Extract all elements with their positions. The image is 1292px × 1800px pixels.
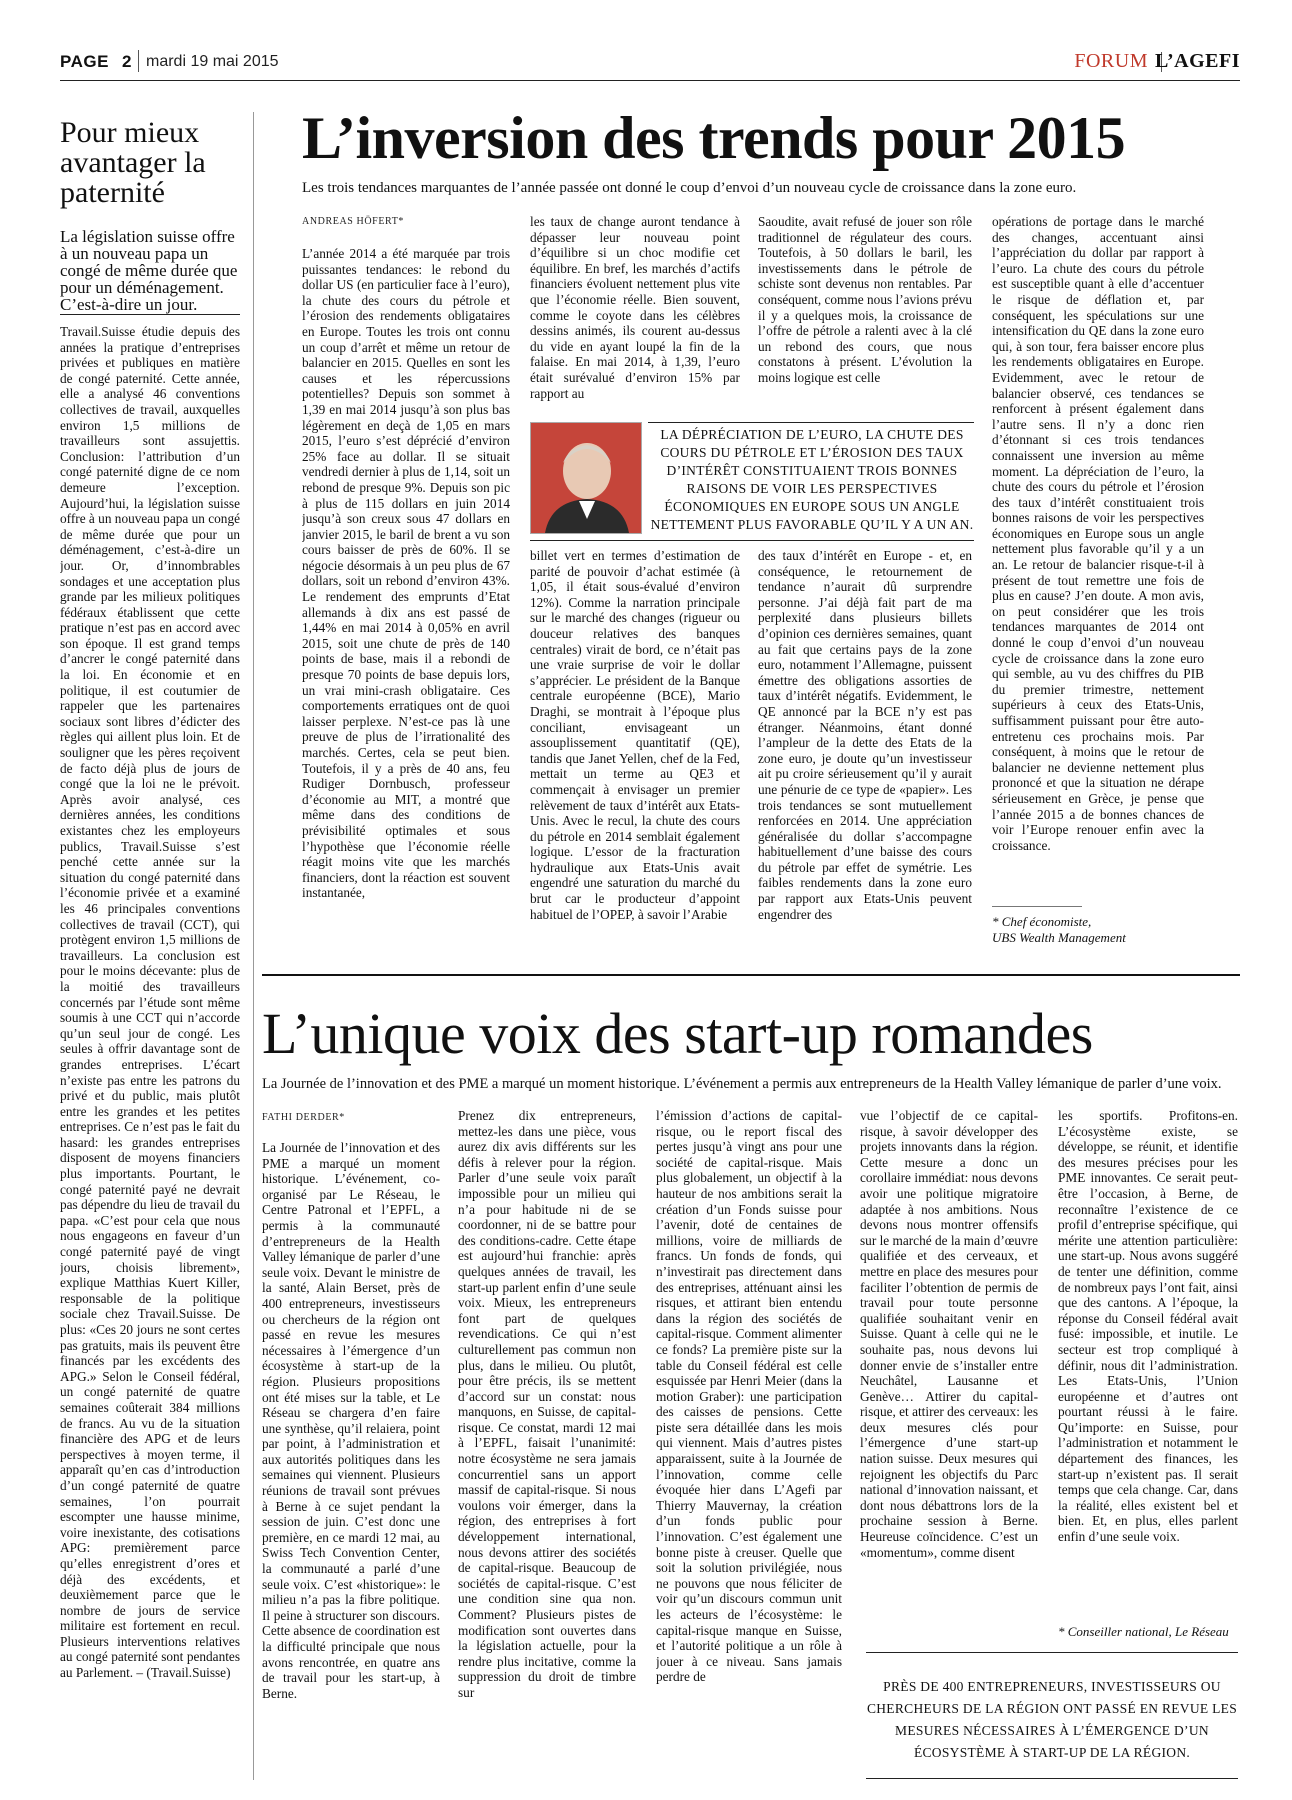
pullquote2-rule-top — [866, 1652, 1238, 1653]
page-header — [60, 46, 1240, 80]
pullquote-rule-bottom — [530, 540, 974, 541]
article1-col2-text: les taux de change auront tendance à dépasser leur nouveau point d’équilibre si un choc modifie cet équilibre. En bref, les marchés d’actifs financiers évoluent nettement plus vite que l’économie réelle. Bien souvent, comme le coyote dans les célèbres dessins animés, ils courent au-dessus du vide en ayant loupé la fin de la falaise. En mai 2014, à 1,39, l’euro était surévalué d’environ 15% par rapport au — [530, 214, 740, 401]
article1-byline: ANDREAS HÖFERT* — [302, 216, 405, 227]
article2-column-4 — [860, 1108, 1038, 1642]
article1-column-3b — [758, 548, 972, 948]
article2-column-3 — [656, 1108, 842, 1780]
article1-column-4 — [992, 214, 1204, 904]
article1-column-3 — [758, 214, 972, 412]
article1-headline: L’inversion des trends pour 2015 — [302, 105, 1126, 171]
sidebar-title: Pour mieux avantager la paternité — [60, 116, 206, 209]
header-rule — [60, 80, 1240, 81]
article2-column-5 — [1058, 1108, 1238, 1618]
article1-pullquote: LA DÉPRÉCIATION DE L’EURO, LA CHUTE DES COURS DU PÉTROLE ET L’ÉROSION DES TAUX D’INTÉRÊT CONSTITUAIENT TROIS BONNES RAISONS DE VOIR LES PERSPECTIVES ÉCONOMIQUES EN EUROPE SOUS UN ANGLE NETTEMENT PLUS FAVORABLE QU’IL Y A UN AN. — [650, 427, 974, 532]
sidebar-lead: La législation suisse offre à un nouveau papa un congé de même durée que pour un déménagement. C’est-à-dire un jour. — [60, 227, 238, 314]
header-divider — [138, 50, 139, 72]
article2-column-2 — [458, 1108, 636, 1780]
article-separator — [262, 974, 1240, 976]
article1-footnote-line1: * Chef économiste, — [992, 914, 1092, 929]
article1-col4-text: opérations de portage dans le marché des changes, accentuant ainsi l’appréciation du dollar par rapport à l’euro. La chute des cours du pétrole est susceptible quant à elle d’accentuer le risque de déflation et, par conséquent, les spéculations sur une intensification du QE dans la zone euro qui, à son tour, fera baisser encore plus les rendements obligataires en Europe. Evidemment, avec le retour de balancier observé, ces tendances se renforcent à présent également dans l’autre sens. Il n’y a donc rien d’étonnant si ces trois tendances connaissent une inversion au même moment. La dépréciation de l’euro, la chute des cours du pétrole et l’érosion des taux d’intérêt constituaient trois bonnes raisons de voir les perspectives économiques en Europe sous un angle nettement plus favorable qu’il y a un an. Le retour de balancier risque-t-il à présent de tout remettre une fois de plus en cause? J’en doute. A mon avis, on peut considérer que les trois tendances marquantes de 2014 ont donné le coup d’envoi d’un nouveau cycle de croissance dans la zone euro qui semble, au vu des chiffres du PIB du premier trimestre, nettement supérieurs à ceux des Etats-Unis, suffisamment puissant pour être auto-entretenu ces prochains mois. Par conséquent, à moins que le retour de balancier ne devienne nettement plus prononcé et que la situation ne dérape sérieusement en Grèce, je pense que l’année 2015 a de bonnes chances de voir l’Europe renouer enfin avec la croissance. — [992, 214, 1204, 853]
article2-headline: L’unique voix des start-up romandes — [262, 1001, 1093, 1066]
publication-name: L’AGEFI — [1154, 50, 1240, 72]
article2-footnote: * Conseiller national, Le Réseau — [1058, 1624, 1229, 1639]
article2-byline: FATHI DERDER* — [262, 1112, 345, 1123]
page-label: PAGE — [60, 52, 109, 71]
article1-col3b-text: des taux d’intérêt en Europe - et, en conséquence, le retournement de tendance n’aurait dû surprendre personne. J’ai déjà fait part de ma perplexité dans plusieurs billets d’opinion ces dernières semaines, quant au fait que certains pays de la zone euro, notamment l’Allemagne, puissent émettre des obligations assorties de taux d’intérêt négatifs. Evidemment, le QE annoncé par la BCE n’y est pas étranger. Néanmoins, étant donné l’ampleur de la dette des Etats de la zone euro, je doute qu’un investisseur ait pu croire sérieusement qu’il y aurait une pénurie de ce type de «papier». Les trois tendances se sont mutuellement renforcées en 2014. Une appréciation généralisée du dollar s’accompagne habituellement d’une baisse des cours du pétrole par effet de symétrie. Les faibles rendements dans la zone euro par rapport aux Etats-Unis peuvent engendrer des — [758, 548, 972, 922]
article2-col2-text: Prenez dix entrepreneurs, mettez-les dans une pièce, vous aurez dix avis différents sur les défis à relever pour la région. Parler d’une seule voix paraît impossible pour un milieu qui n’a pour habitude ni de se coordonner, ni de se battre pour des conditions-cadre. Cette étape est aujourd’hui franchie: après quelques années de travail, les start-up parlent enfin d’une seule voix. Mieux, les entrepreneurs font part de quelques revendications. Ce qui n’est culturellement pas commun non plus, dans le milieu. Ou plutôt, pour être précis, ils se mettent d’accord sur un constat: nous manquons, en Suisse, de capital-risque. Ce constat, mardi 12 mai à l’EPFL, faisait l’unanimité: notre écosystème ne sera jamais concurrentiel sans un apport massif de capital-risque. Si nous voulons voir émerger, dans la région, des entreprises à fort développement international, nous devons attirer des sociétés de capital-risque. Beaucoup de sociétés de capital-risque. C’est une condition sine qua non. Comment? Plusieurs pistes de modification sont ouvertes dans la législation actuelle, pour la rendre plus incitative, comme la suppression du droit de timbre sur — [458, 1108, 636, 1700]
article1-footnote — [992, 914, 1204, 946]
article2-col1-text: La Journée de l’innovation et des PME a marqué un moment historique. L’événement, co-organisé par Le Réseau, le Centre Patronal et l’EPFL, a permis à la communauté d’entrepreneurs de la Health Valley lémanique de parler d’une seule voix. Devant le ministre de la santé, Alain Berset, près de 400 entrepreneurs, investisseurs ou chercheurs de la région ont passé en revue les mesures nécessaires à l’émergence d’un écosystème à start-up de la région. Plusieurs propositions ont été mises sur la table, et Le Réseau se chargera d’en faire une synthèse, qu’il relaiera, point par point, à l’administration et aux autorités politiques dans les semaines qui viennent. Plusieurs réunions de travail sont prévues à Berne à ce sujet pendant la session de juin. C’est donc une première, en ce mardi 12 mai, au Swiss Tech Convention Center, la communauté a parlé d’une seule voix. C’est «historique»: le milieu n’a pas la fibre politique. Il peine à structurer son discours. Cette absence de coordination est la difficulté principale que nous avons rencontrée, en quatre ans de travail pour les start-up, à Berne. — [262, 1140, 440, 1701]
sidebar-text: Travail.Suisse étudie depuis des années la pratique d’entreprises privées et publiques en matière de congé paternité. Cette année, elle a analysé 46 conventions collectives de travail, auxquelles environ 1,5 millions de travailleurs sont assujettis. Conclusion: l’attribution d’un congé paternité digne de ce nom demeure l’exception. Aujourd’hui, la législation suisse offre à un nouveau papa un congé de même durée que pour un déménagement, c’est-à-dire un jour. Or, d’innombrables sondages et une acceptation plus grande par les milieux politiques fédéraux établissent que cette pratique n’est pas en accord avec son époque. Il est grand temps d’ancrer le congé paternité dans la loi. En économie et en politique, il est coutumier de rappeler que les partenaires sociaux sont libres d’édicter des règles qui aillent plus loin. Et de souligner que les pères reçoivent de facto déjà plus de jours de congé que la loi ne le prévoit. Après avoir analysé, ces dernières années, les conditions existantes chez les employeurs publics, Travail.Suisse s’est penché cette année sur la situation du congé paternité dans l’économie privée et a examiné les 46 principales conventions collectives de travail (CCT), qui protègent environ 1,5 millions de travailleurs. La conclusion est pour le moins décevante: plus de la moitié des travailleurs concernés par l’étude sont même soumis à une CCT qui n’accorde qu’un seul jour de congé. Les seules à offrir davantage sont de grandes entreprises. L’écart n’existe pas entre les patrons du privé et du public, mais plutôt entre les grandes et les petites entreprises. Ce n’est pas le fait du hasard: les grandes entreprises disposent de moyens financiers plus importants. Pourtant, le congé paternité payé ne devrait pas dépendre du lieu de travail du papa. «C’est pour cela que nous nous engageons en faveur d’un congé paternité payé de vingt jours, choisis librement», explique Matthias Kuert Killer, responsable de la politique sociale chez Travail.Suisse. De plus: «Ces 20 jours ne sont certes pas gratuits, mais ils peuvent être financés par les excédents des APG.» Selon le Conseil fédéral, un congé paternité de quatre semaines coûterait 384 millions de francs. Au vu de la situation financière des APG et de leurs perspectives à moyen terme, il apparaît qu’en cas d’introduction d’un congé paternité de quatre semaines, l’on pourrait escompter une hausse minime, voire inexistante, des cotisations APG: premièrement parce qu’elles enregistrent d’ores et déjà des excédents, et deuxièmement parce que le nombre de jours de service militaire est fortement en recul. Plusieurs interventions relatives au congé paternité sont pendantes au Parlement. – (Travail.Suisse) — [60, 324, 240, 1681]
page-number: 2 — [122, 52, 132, 71]
article2-col3-text: l’émission d’actions de capital-risque, ou le report fiscal des pertes jusqu’à vingt ans pour une société de capital-risque. Mais plus globalement, un objectif à la hauteur de nos ambitions serait la création d’un Fonds suisse pour l’avenir, doté de centaines de millions, voire de milliards de francs. Un fonds de fonds, qui n’investirait pas directement dans des entreprises, atténuant ainsi les risques, et attirant bien entendu dans la région des sociétés de capital-risque. Comment alimenter ce fonds? La première piste sur la table du Conseil fédéral est celle esquissée par Henri Meier (dans la motion Graber): une participation des caisses de pensions. Cette piste sera détaillée dans les mois qui viennent. Mais d’autres pistes apparaissent, suite à la Journée de l’innovation, comme celle évoquée hier dans L’Agefi par Thierry Mauvernay, la création d’un fonds public pour l’innovation. C’est également une bonne piste à creuser. Quelle que soit la solution privilégiée, nous ne pouvons que nous féliciter de voir qu’un discours commun unit les acteurs de l’écosystème: le capital-risque manque en Suisse, et l’autorité politique a un rôle à jouer à ce niveau. Sans jamais perdre de — [656, 1108, 842, 1685]
article1-column-1 — [302, 246, 510, 946]
article2-col4-text: vue l’objectif de ce capital-risque, à savoir développer des projets innovants dans la région. Cette mesure a donc un corollaire immédiat: nous devons avoir une politique migratoire adaptée à nos ambitions. Nous devons nous montrer offensifs sur le marché de la main d’œuvre qualifiée et des cerveaux, et mettre en place des mesures pour faciliter l’obtention de permis de travail pour toute personne qualifiée souhaitant venir en Suisse. Quant à celle qui ne le souhaite pas, nous devons lui donner envie de s’installer entre Neuchâtel, Lausanne et Genève… Attirer du capital-risque, et attirer des cerveaux: les deux mesures clés pour l’émergence d’une start-up nation suisse. Deux mesures qui rejoignent les objectifs du Parc national d’innovation naissant, et dont nous débattrons lors de la prochaine session à Berne. Heureuse coïncidence. C’est un «momentum», comme disent — [860, 1108, 1038, 1560]
article2-col5-text: les sportifs. Profitons-en. L’écosystème existe, se développe, se réunit, et identifie des mesures précises pour les PME innovantes. Ce serait peut-être l’occasion, à Berne, de reconnaître l’existence de ce profil d’entreprise spécifique, qui mérite une attention particulière: une start-up. Nous avons suggéré de tenter une définition, comme de nombreux pays l’ont fait, ainsi que des cantons. A l’époque, la réponse du Conseil fédéral avait fusé: impossible, et inutile. Le secteur est trop compliqué à définir, nous dit l’administration. Les Etats-Unis, l’Union européenne et d’autres ont pourtant réussi à le faire. Qu’importe: en Suisse, pour l’administration et notamment le département des finances, les start-up n’existent pas. Il serait temps que cela change. Car, dans la réalité, elles existent bel et bien. Et, en plus, elles parlent enfin d’une seule voix. — [1058, 1108, 1238, 1545]
article2-pullquote: PRÈS DE 400 ENTREPRENEURS, INVESTISSEURS OU CHERCHEURS DE LA RÉGION ONT PASSÉ EN REVUE LES MESURES NÉCESSAIRES À L’ÉMERGENCE D’UN ÉCOSYSTÈME À START-UP DE LA RÉGION. — [866, 1679, 1238, 1760]
pullquote2-rule-bottom — [866, 1778, 1238, 1779]
article2-column-1 — [262, 1140, 440, 1780]
sidebar-column-rule — [253, 112, 254, 1780]
section-name: FORUM — [1074, 50, 1148, 72]
footnote-rule — [992, 906, 1082, 907]
article1-column-2 — [530, 214, 740, 412]
pullquote-rule-top — [648, 422, 974, 423]
article2-standfirst: La Journée de l’innovation et des PME a marqué un moment historique. L’événement a permis aux entrepreneurs de la Health Valley lémanique de parler d’une voix. — [262, 1076, 1222, 1092]
article1-col3-text: Saoudite, avait refusé de jouer son rôle traditionnel de régulateur des cours. Toutefois, à 50 dollars le baril, les investissements dans le pétrole de schiste sont devenus non rentables. Par conséquent, comme nous l’avions prévu il y a quelques mois, la croissance de l’offre de pétrole a ralenti avec à la clé un rebond des cours, que nous constatons à présent. L’évolution la moins logique est celle — [758, 214, 972, 385]
article1-col2b-text: billet vert en termes d’estimation de parité de pouvoir d’achat estimée (à 1,05, il était sous-évalué d’environ 12%). Comme la narration principale sur le marché des changes (rigueur ou douceur relatives des banques centrales) virait de bord, ce n’était pas une vraie surprise de voir le dollar s’apprécier. Le président de la Banque centrale européenne (BCE), Mario Draghi, se montrait à l’époque plus conciliant, envisageant un assouplissement quantitatif (QE), tandis que Janet Yellen, chef de la Fed, mettait un terme au QE3 et commençait à envisager un premier relèvement de taux d’intérêt aux Etats-Unis. Avec le recul, la chute des cours du pétrole en 2014 semblait également logique. L’essor de la fracturation hydraulique aux Etats-Unis avait engendré une saturation du marché du brut car le producteur d’appoint habituel de l’OPEP, à savoir l’Arabie — [530, 548, 740, 922]
article1-standfirst: Les trois tendances marquantes de l’année passée ont donné le coup d’envoi d’un nouveau cycle de croissance dans la zone euro. — [302, 180, 1077, 196]
article1-column-2b — [530, 548, 740, 948]
article1-footnote-line2: UBS Wealth Management — [992, 930, 1126, 945]
sidebar-body — [60, 324, 240, 1780]
article1-col1-text: L’année 2014 a été marquée par trois puissantes tendances: le rebond du dollar US (en particulier face à l’euro), la chute des cours du pétrole et l’érosion des rendements obligataires en Europe. Toutes les trois ont connu un coup d’arrêt et même un retour de balancier en 2015. Quelles en sont les causes et les répercussions potentielles? Depuis son sommet à 1,39 en mai 2014 jusqu’à son plus bas légèrement en deçà de 1,05 en mars 2015, l’euro s’est déprécié d’environ 25% face au dollar. Il se situait vendredi dernier à plus de 1,14, soit un rebond de presque 9%. Depuis son pic à plus de 115 dollars en juin 2014 jusqu’à son creux sous 47 dollars en janvier 2015, le baril de brent a vu son cours baisser de près de 60%. Il se négocie désormais à un peu plus de 67 dollars, soit un rebond d’environ 43%. Le rendement des emprunts d’Etat allemands à dix ans est passé de 1,44% en mai 2014 à 0,05% en avril 2015, soit une chute de près de 140 points de base, mais il a rebondi de presque 70 points de base depuis lors, un vrai mini-crash obligataire. Ces comportements erratiques ont de quoi laisser perplexe. N’est-ce pas là une preuve de plus de l’irrationalité des marchés. Certes, cela se peut bien. Toutefois, il y a près de 40 ans, feu Rudiger Dornbusch, professeur d’économie au MIT, a montré que même dans des conditions de prévisibilité optimales et sous l’hypothèse que l’économie réelle réagit moins vite que les marchés financiers, dont la réaction est souvent instantanée, — [302, 246, 510, 901]
author-photo — [530, 422, 642, 534]
sidebar-rule — [60, 314, 240, 315]
author-portrait-icon — [531, 423, 641, 533]
issue-date: mardi 19 mai 2015 — [146, 53, 279, 70]
